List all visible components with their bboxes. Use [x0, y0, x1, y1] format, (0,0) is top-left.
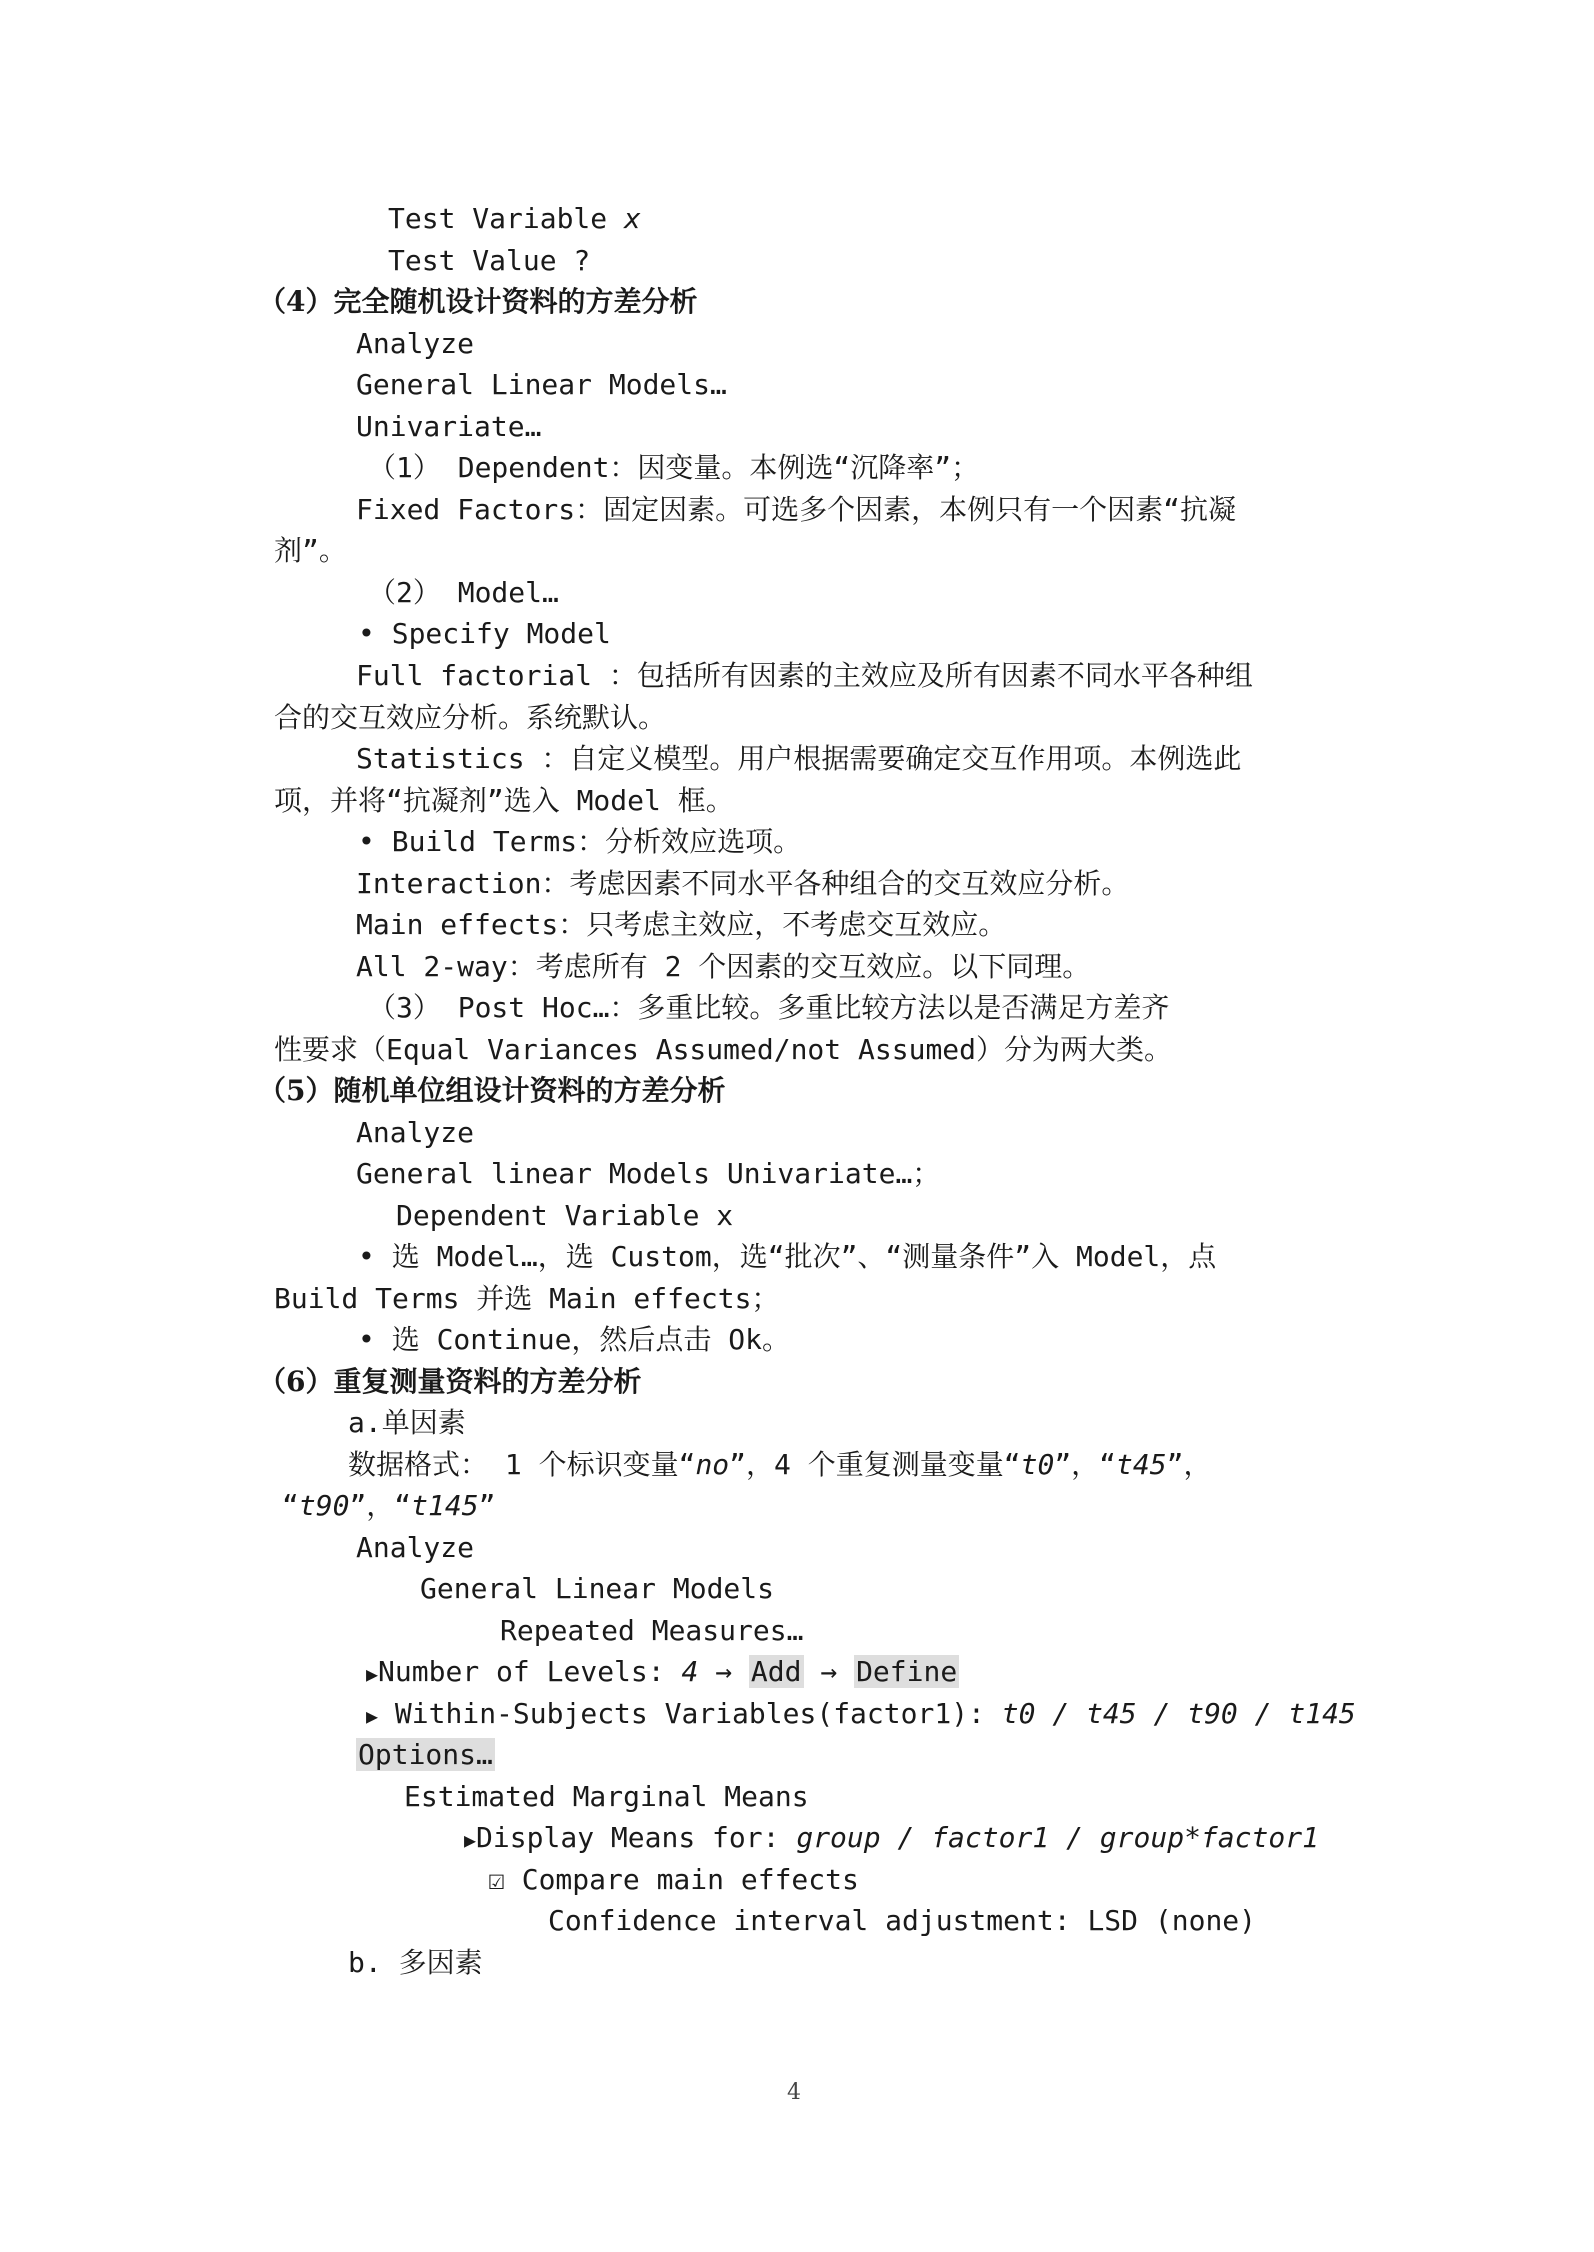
number-of-levels-line: ▶Number of Levels: 4 → Add → Define: [366, 1655, 958, 1688]
post-hoc-cont: 性要求（Equal Variances Assumed/not Assumed）分为两大类。: [274, 1033, 1173, 1066]
page-number: 4: [787, 2080, 801, 2105]
options-button: Options…: [358, 1738, 493, 1771]
bullet-select-model: • 选 Model…，选 Custom，选“批次”、“测量条件”入 Model，点: [358, 1240, 1217, 1273]
menu-repeated-measures: Repeated Measures…: [500, 1614, 804, 1647]
subsection-multi-factor: b. 多因素: [348, 1946, 483, 1979]
within-subjects-line: ▶ Within-Subjects Variables(factor1): t0 / t45 / t90 / t145: [366, 1697, 1356, 1730]
triangle-right-icon: ▶: [366, 1704, 379, 1728]
statistics-cont: 项，并将“抗凝剂”选入 Model 框。: [274, 784, 734, 817]
menu-glm-univariate: General linear Models Univariate…；: [356, 1157, 941, 1190]
test-value-line: Test Value ?: [388, 244, 591, 277]
data-format-line: 数据格式： 1 个标识变量“no”，4 个重复测量变量“t0”，“t45”，: [348, 1448, 1212, 1481]
options-line: [356, 1734, 495, 1775]
section-heading-5: （5）随机单位组设计资料的方差分析: [258, 1074, 726, 1107]
bullet-specify-model: • Specify Model: [358, 617, 611, 650]
step-2-model: （2） Model…: [368, 576, 559, 609]
menu-analyze-5: Analyze: [356, 1116, 475, 1149]
confidence-interval-line: Confidence interval adjustment: LSD (none): [548, 1904, 1257, 1937]
define-button: Define: [856, 1655, 958, 1688]
add-button: Add: [750, 1655, 802, 1688]
step-3-post-hoc: （3） Post Hoc…：多重比较。多重比较方法以是否满足方差齐: [368, 991, 1170, 1024]
subsection-single-factor: a.单因素: [348, 1406, 466, 1439]
triangle-right-icon: ▶: [366, 1662, 379, 1686]
select-model-cont: Build Terms 并选 Main effects；: [274, 1282, 780, 1315]
full-factorial-cont: 合的交互效应分析。系统默认。: [274, 701, 667, 734]
fixed-factors-line: Fixed Factors：固定因素。可选多个因素，本例只有一个因素“抗凝: [356, 493, 1237, 526]
triangle-right-icon: ▶: [464, 1828, 477, 1852]
menu-univariate: Univariate…: [356, 410, 542, 443]
display-means-line: ▶Display Means for: group / factor1 / group*factor1: [464, 1821, 1319, 1854]
bullet-continue-ok: • 选 Continue，然后点击 Ok。: [358, 1323, 791, 1356]
compare-main-effects: ☑ Compare main effects: [488, 1863, 859, 1896]
all-2-way-line: All 2-way：考虑所有 2 个因素的交互效应。以下同理。: [356, 950, 1091, 983]
section-heading-4: （4）完全随机设计资料的方差分析: [258, 285, 698, 318]
full-factorial-line: Full factorial ：包括所有因素的主效应及所有因素不同水平各种组: [356, 659, 1253, 692]
data-format-cont: “t90”，“t145”: [282, 1489, 496, 1522]
menu-analyze: Analyze: [356, 327, 475, 360]
test-variable-line: Test Variable x: [388, 202, 641, 235]
dependent-variable-line: Dependent Variable x: [396, 1199, 734, 1232]
main-effects-line: Main effects：只考虑主效应，不考虑交互效应。: [356, 908, 1007, 941]
menu-analyze-6: Analyze: [356, 1531, 475, 1564]
fixed-factors-cont: 剂”。: [274, 534, 347, 567]
interaction-line: Interaction：考虑因素不同水平各种组合的交互效应分析。: [356, 867, 1130, 900]
menu-general-linear-models: General Linear Models…: [356, 368, 727, 401]
estimated-marginal-means: Estimated Marginal Means: [404, 1780, 809, 1813]
step-1-dependent: （1） Dependent：因变量。本例选“沉降率”；: [368, 451, 980, 484]
menu-glm-6: General Linear Models: [420, 1572, 775, 1605]
statistics-line: Statistics ：自定义模型。用户根据需要确定交互作用项。本例选此: [356, 742, 1242, 775]
section-heading-6: （6）重复测量资料的方差分析: [258, 1365, 642, 1398]
bullet-build-terms: • Build Terms：分析效应选项。: [358, 825, 802, 858]
